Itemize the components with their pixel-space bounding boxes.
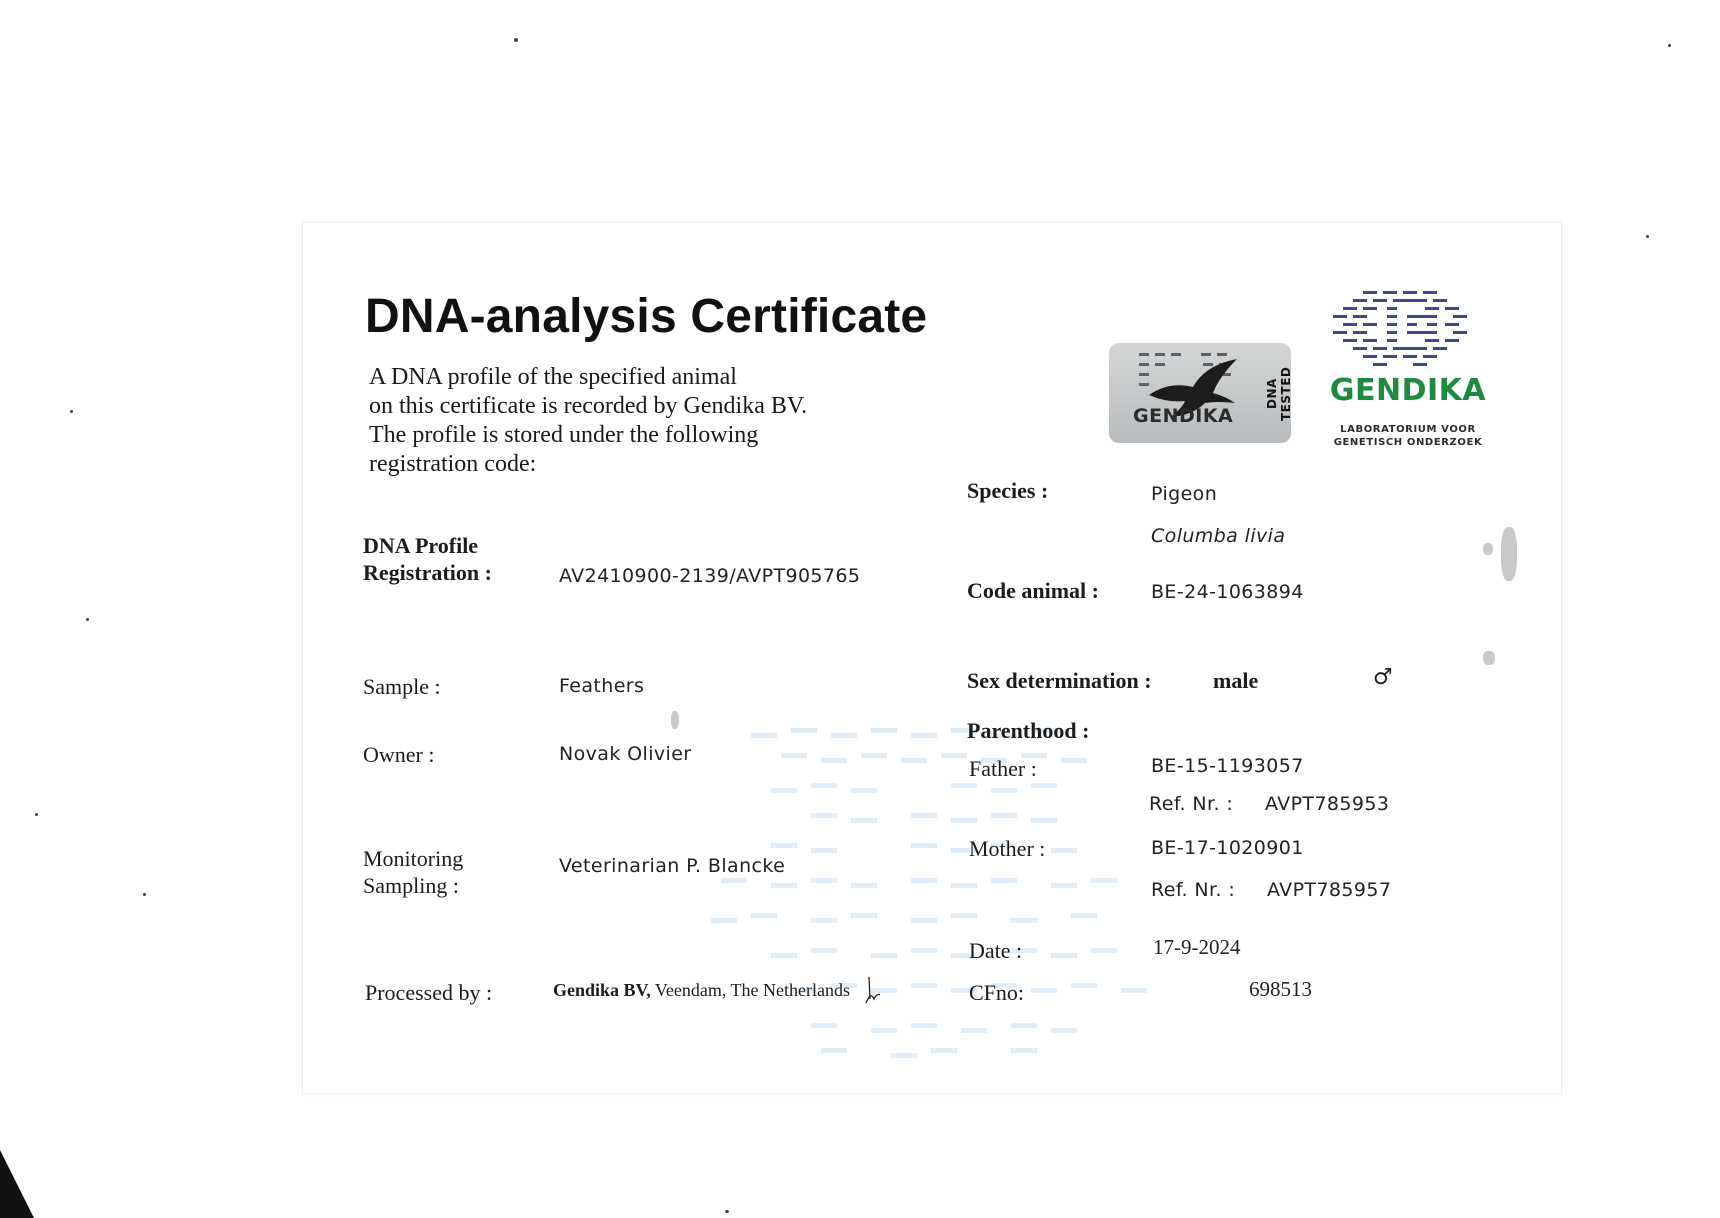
dna-profile-label — [363, 532, 492, 586]
mother-ref: AVPT785957 — [1267, 879, 1392, 901]
date-value: 17-9-2024 — [1153, 935, 1241, 959]
scan-speck — [1646, 235, 1649, 238]
dna-tested-badge — [1109, 343, 1291, 443]
dna-barcode-logo-icon — [1333, 291, 1483, 369]
certificate-intro — [369, 363, 869, 479]
scan-smudge — [1501, 527, 1517, 581]
cfno-label: CFno: — [969, 980, 1025, 1005]
father-ring: BE-15-1193057 — [1151, 755, 1304, 777]
intro-line: A DNA profile of the specified animal — [369, 364, 737, 390]
gendika-subtitle-line2: GENETISCH ONDERZOEK — [1333, 437, 1483, 448]
species-latin-name: Columba livia — [1151, 525, 1286, 547]
date-label: Date : — [969, 938, 1023, 963]
scan-smudge — [1483, 543, 1493, 555]
gendika-watermark-icon — [711, 728, 1171, 1058]
code-animal-value: BE-24-1063894 — [1151, 581, 1304, 603]
mother-ref-label: Ref. Nr. : — [1151, 879, 1236, 901]
badge-brand: GENDIKA — [1133, 405, 1234, 427]
male-symbol-icon: ♂ — [1373, 665, 1393, 690]
intro-line: registration code: — [369, 451, 537, 477]
sample-label: Sample : — [363, 674, 441, 699]
certificate-title: DNA-analysis Certificate — [365, 290, 928, 343]
dna-profile-label-line1: DNA Profile — [363, 533, 479, 558]
monitoring-label — [363, 845, 463, 899]
gendika-brand-name: GENDIKA — [1329, 373, 1487, 408]
monitoring-value: Veterinarian P. Blancke — [559, 855, 786, 877]
intro-line: on this certificate is recorded by Gendika BV. — [369, 393, 808, 419]
mother-label: Mother : — [969, 836, 1046, 861]
bird-silhouette-icon — [1109, 343, 1293, 443]
scan-speck — [514, 38, 518, 42]
owner-label: Owner : — [363, 742, 435, 767]
owner-value: Novak Olivier — [559, 743, 692, 765]
monitoring-label-line2: Sampling : — [363, 873, 459, 898]
scan-speck — [1668, 44, 1671, 47]
father-ref-label: Ref. Nr. : — [1149, 793, 1234, 815]
scan-speck — [725, 1210, 729, 1213]
scan-corner-mark — [0, 1150, 34, 1218]
mother-ring: BE-17-1020901 — [1151, 837, 1304, 859]
intro-line: The profile is stored under the following — [369, 422, 759, 448]
code-animal-label: Code animal : — [967, 578, 1099, 603]
processed-label: Processed by : — [365, 980, 493, 1005]
gendika-subtitle-line1: LABORATORIUM VOOR — [1340, 424, 1476, 435]
father-label: Father : — [969, 756, 1037, 781]
sex-label: Sex determination : — [967, 668, 1152, 693]
species-label: Species : — [967, 478, 1049, 503]
processed-company: Gendika BV, — [553, 980, 651, 1000]
processed-value — [553, 980, 850, 1001]
scan-speck — [70, 410, 73, 413]
dna-profile-value: AV2410900-2139/AVPT905765 — [559, 565, 861, 587]
gendika-subtitle — [1303, 423, 1513, 449]
sex-value: male — [1213, 668, 1259, 693]
certificate-card — [302, 222, 1562, 1094]
badge-caption: DNA TESTED — [1265, 366, 1293, 422]
sample-value: Feathers — [559, 675, 645, 697]
parenthood-label: Parenthood : — [967, 718, 1090, 743]
scan-smudge — [671, 711, 679, 729]
father-ref: AVPT785953 — [1265, 793, 1390, 815]
dna-profile-label-line2: Registration : — [363, 560, 492, 585]
scan-speck — [143, 893, 146, 896]
monitoring-label-line1: Monitoring — [363, 846, 464, 871]
species-common-name: Pigeon — [1151, 483, 1218, 505]
scan-smudge — [1483, 651, 1495, 665]
cfno-value: 698513 — [1249, 977, 1312, 1001]
processed-location: Veendam, The Netherlands — [654, 980, 851, 1000]
scan-speck — [35, 813, 38, 816]
signature-mark-icon — [863, 975, 885, 1005]
scan-speck — [86, 618, 89, 621]
